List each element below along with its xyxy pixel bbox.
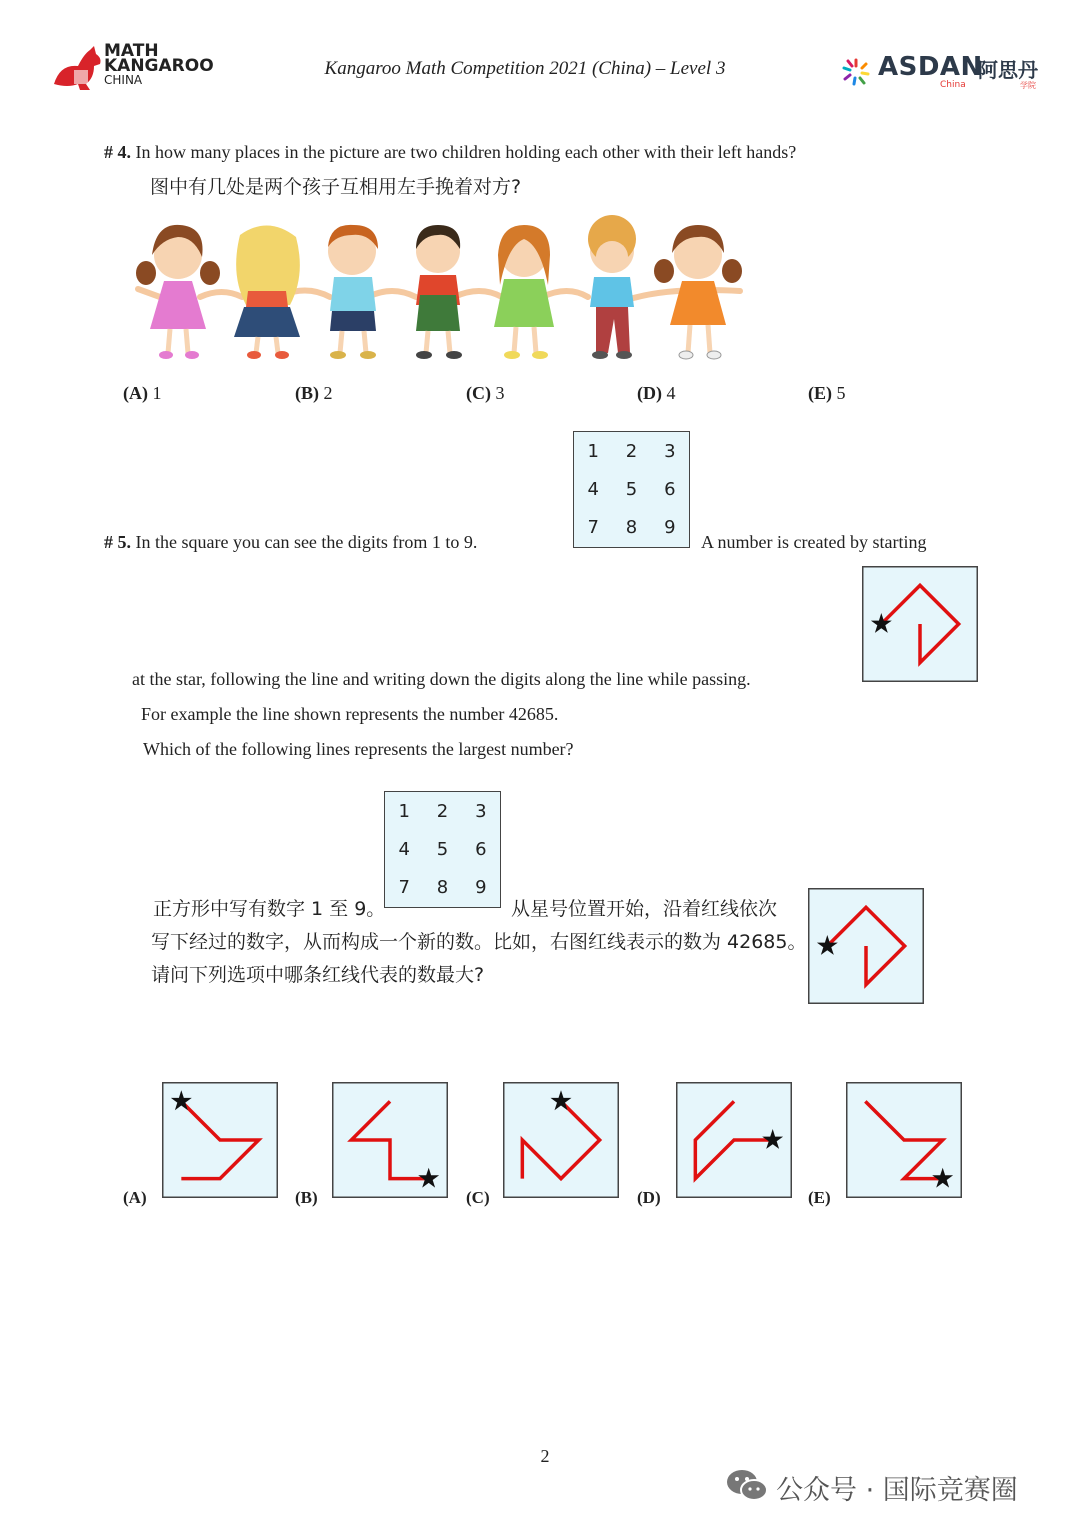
q4-option-e[interactable]: (E) 5 bbox=[808, 383, 846, 403]
digit-path-svg bbox=[162, 1082, 278, 1198]
children-illustration bbox=[130, 215, 750, 365]
digit-path-svg bbox=[846, 1082, 962, 1198]
q5-line1 bbox=[104, 532, 477, 553]
asdan-brand: ASDAN bbox=[878, 52, 983, 82]
page-header-title: Kangaroo Math Competition 2021 (China) – Level 3 bbox=[324, 58, 726, 79]
q4-text-en bbox=[104, 142, 1004, 163]
digit-grid-cn: 1 2 3 4 5 6 7 8 9 bbox=[384, 791, 501, 908]
page-number: 2 bbox=[540, 1446, 550, 1466]
q5-option-a-label[interactable]: (A) bbox=[123, 1188, 147, 1207]
example-path-box-cn bbox=[808, 888, 924, 1009]
q4-option-c[interactable]: (C) 3 bbox=[466, 383, 505, 403]
digit-grid-top: 1 2 3 4 5 6 7 8 9 bbox=[573, 431, 690, 548]
child-6 bbox=[588, 215, 636, 359]
logo-kangaroo: KANGAROO bbox=[104, 56, 214, 76]
q5-text-4: For example the line shown represents the number 42685. bbox=[141, 704, 559, 724]
q4-number: # 4. bbox=[104, 142, 131, 162]
wechat-icon bbox=[726, 1468, 768, 1502]
child-4 bbox=[416, 225, 462, 359]
asdan-brand-cn: 阿思丹 bbox=[978, 58, 1038, 82]
q5-option-b-box[interactable] bbox=[332, 1082, 448, 1203]
q5-number: # 5. bbox=[104, 532, 131, 552]
q4-option-d[interactable]: (D) 4 bbox=[637, 383, 676, 403]
q5-cn-3: 写下经过的数字，从而构成一个新的数。比如，右图红线表示的数为 42685。 bbox=[151, 931, 807, 953]
watermark-text: 公众号 · 国际竞赛圈 bbox=[776, 1475, 1018, 1506]
digit-path-svg bbox=[332, 1082, 448, 1198]
math-kangaroo-logo bbox=[50, 41, 214, 94]
q5-text-1: In the square you can see the digits from 1 to 9. bbox=[135, 532, 478, 552]
child-3 bbox=[328, 225, 378, 359]
q5-option-a-box[interactable] bbox=[162, 1082, 278, 1203]
child-5 bbox=[494, 225, 554, 359]
q5-cn-2: 从星号位置开始，沿着红线依次 bbox=[511, 898, 778, 920]
q5-text-5: Which of the following lines represents the largest number? bbox=[143, 739, 574, 759]
q5-option-d-box[interactable] bbox=[676, 1082, 792, 1203]
q4-option-a[interactable]: (A) 1 bbox=[123, 383, 162, 403]
q5-cn-4: 请问下列选项中哪条红线代表的数最大? bbox=[151, 964, 485, 986]
child-2 bbox=[234, 225, 300, 359]
q5-option-c-label[interactable]: (C) bbox=[466, 1188, 490, 1207]
digit-path-svg bbox=[808, 888, 924, 1004]
q4-prompt-en: In how many places in the picture are two children holding each other with their left hands? bbox=[135, 142, 797, 162]
asdan-sub: China bbox=[940, 80, 966, 90]
q5-text-3: at the star, following the line and writing down the digits along the line while passing. bbox=[132, 669, 751, 689]
asdan-sub-cn: 学院 bbox=[1020, 81, 1036, 90]
asdan-burst-icon bbox=[840, 56, 872, 88]
digit-path-svg bbox=[862, 566, 978, 682]
q4-text-cn: 图中有几处是两个孩子互相用左手挽着对方? bbox=[150, 176, 522, 198]
logo-math: MATH bbox=[104, 41, 159, 61]
kangaroo-icon bbox=[50, 44, 110, 92]
digit-path-svg bbox=[676, 1082, 792, 1198]
q5-option-e-label[interactable]: (E) bbox=[808, 1188, 831, 1207]
q5-option-c-box[interactable] bbox=[503, 1082, 619, 1203]
example-path-box-en bbox=[862, 566, 978, 687]
digit-path-svg bbox=[503, 1082, 619, 1198]
q5-cn-1: 正方形中写有数字 1 至 9。 bbox=[153, 898, 386, 920]
logo-china: CHINA bbox=[104, 73, 143, 87]
q5-option-d-label[interactable]: (D) bbox=[637, 1188, 661, 1207]
asdan-logo bbox=[840, 50, 1040, 96]
q5-option-e-box[interactable] bbox=[846, 1082, 962, 1203]
q5-option-b-label[interactable]: (B) bbox=[295, 1188, 318, 1207]
q4-option-b[interactable]: (B) 2 bbox=[295, 383, 333, 403]
watermark bbox=[726, 1466, 1056, 1506]
q5-text-2: A number is created by starting bbox=[701, 532, 927, 552]
